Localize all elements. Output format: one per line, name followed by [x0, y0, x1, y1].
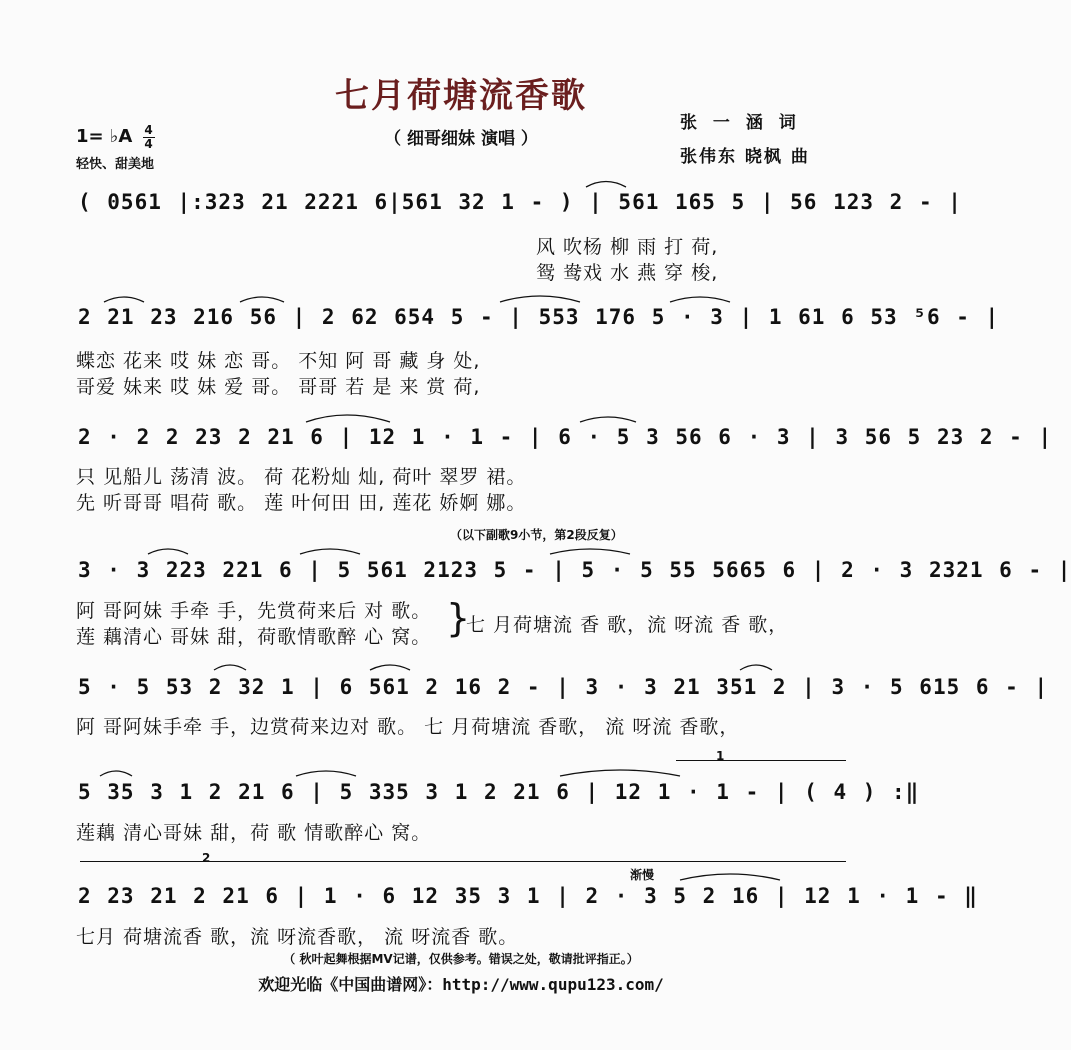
volta-1-label: 1	[716, 749, 725, 763]
volta-2-bracket	[80, 861, 846, 862]
composer-credit: 张伟东 晓枫 曲	[680, 147, 810, 167]
staff-row-3: 2 · 2 2 23 2 21 6 | 12 1 · 1 - | 6 · 5 3 56 6 · 3 | 3 56 5 23 2 - |	[78, 425, 1053, 449]
lyric-row-2-verse-1: 蝶恋 花来 哎 妹 恋 哥。 不知 阿 哥 藏 身 处,	[76, 350, 481, 372]
lyric-brace: }	[446, 596, 471, 640]
time-top: 4	[144, 123, 153, 137]
lyric-row-1-verse-1: 风 吹杨 柳 雨 打 荷,	[536, 236, 719, 258]
staff-row-2: 2 21 23 216 56 | 2 62 654 5 - | 553 176 5 · 3 | 1 61 6 53 ⁵6 - |	[78, 305, 1000, 329]
lyric-row-5: 阿 哥阿妹手牵 手，边赏荷来边对 歌。 七 月荷塘流 香歌， 流 呀流 香歌，	[76, 716, 740, 738]
transcription-note: （ 秋叶起舞根据MV记谱，仅供参考。错误之处，敬请批评指正。）	[283, 952, 639, 966]
lyric-row-7: 七月 荷塘流香 歌，流 呀流香歌， 流 呀流香 歌。	[76, 926, 519, 948]
staff-row-6: 5 35 3 1 2 21 6 | 5 335 3 1 2 21 6 | 12 1 · 1 - | ( 4 ) :‖	[78, 780, 920, 804]
lyric-row-2-verse-2: 哥爱 妹来 哎 妹 爱 哥。 哥哥 若 是 来 赏 荷,	[76, 376, 481, 398]
time-signature	[143, 124, 155, 150]
lyric-row-4-verse-1: 阿 哥阿妹 手牵 手，先赏荷来后 对 歌。	[76, 600, 432, 622]
staff-row-5: 5 · 5 53 2 32 1 | 6 561 2 16 2 - | 3 · 3 21 351 2 | 3 · 5 615 6 - |	[78, 675, 1049, 699]
tempo-marking: 轻快、甜美地	[76, 157, 155, 172]
lyric-row-4-chorus: 七 月荷塘流 香 歌，流 呀流 香 歌，	[466, 614, 789, 636]
lyric-row-4-verse-2: 莲 藕清心 哥妹 甜，荷歌情歌醉 心 窝。	[76, 626, 432, 648]
staff-row-1: ( 0561 |:323 21 2221 6|561 32 1 - ) | 561 165 5 | 56 123 2 - |	[78, 190, 962, 214]
lyric-row-3-verse-1: 只 见船儿 荡清 波。 荷 花粉灿 灿, 荷叶 翠罗 裙。	[76, 466, 527, 488]
volta-2-label: 2	[202, 851, 211, 865]
lyric-row-6: 莲藕 清心哥妹 甜，荷 歌 情歌醉心 窝。	[76, 822, 432, 844]
lyric-row-3-verse-2: 先 听哥哥 唱荷 歌。 莲 叶何田 田, 莲花 娇婀 娜。	[76, 492, 527, 514]
time-bottom: 4	[144, 137, 153, 151]
staff-row-7: 2 23 21 2 21 6 | 1 · 6 12 35 3 1 | 2 · 3 5 2 16 | 12 1 · 1 - ‖	[78, 884, 978, 908]
chorus-annotation: （以下副歌9小节，第2段反复）	[450, 528, 623, 542]
key-signature	[76, 124, 155, 150]
staff-row-4: 3 · 3 223 221 6 | 5 561 2123 5 - | 5 · 5 55 5665 6 | 2 · 3 2321 6 - |	[78, 558, 1071, 582]
lyric-row-1-verse-2: 鸳 鸯戏 水 燕 穿 梭,	[536, 262, 719, 284]
singer-credit: （ 细哥细妹 演唱 ）	[384, 129, 538, 149]
volta-1-bracket	[676, 760, 846, 761]
song-title: 七月荷塘流香歌	[335, 76, 587, 116]
lyricist-credit: 张 一 涵 词	[680, 113, 801, 133]
ritardando-marking: 渐慢	[630, 868, 655, 882]
key-label: 1= ♭A	[76, 126, 133, 147]
website-footer: 欢迎光临《中国曲谱网》：http://www.qupu123.com/	[258, 975, 664, 994]
